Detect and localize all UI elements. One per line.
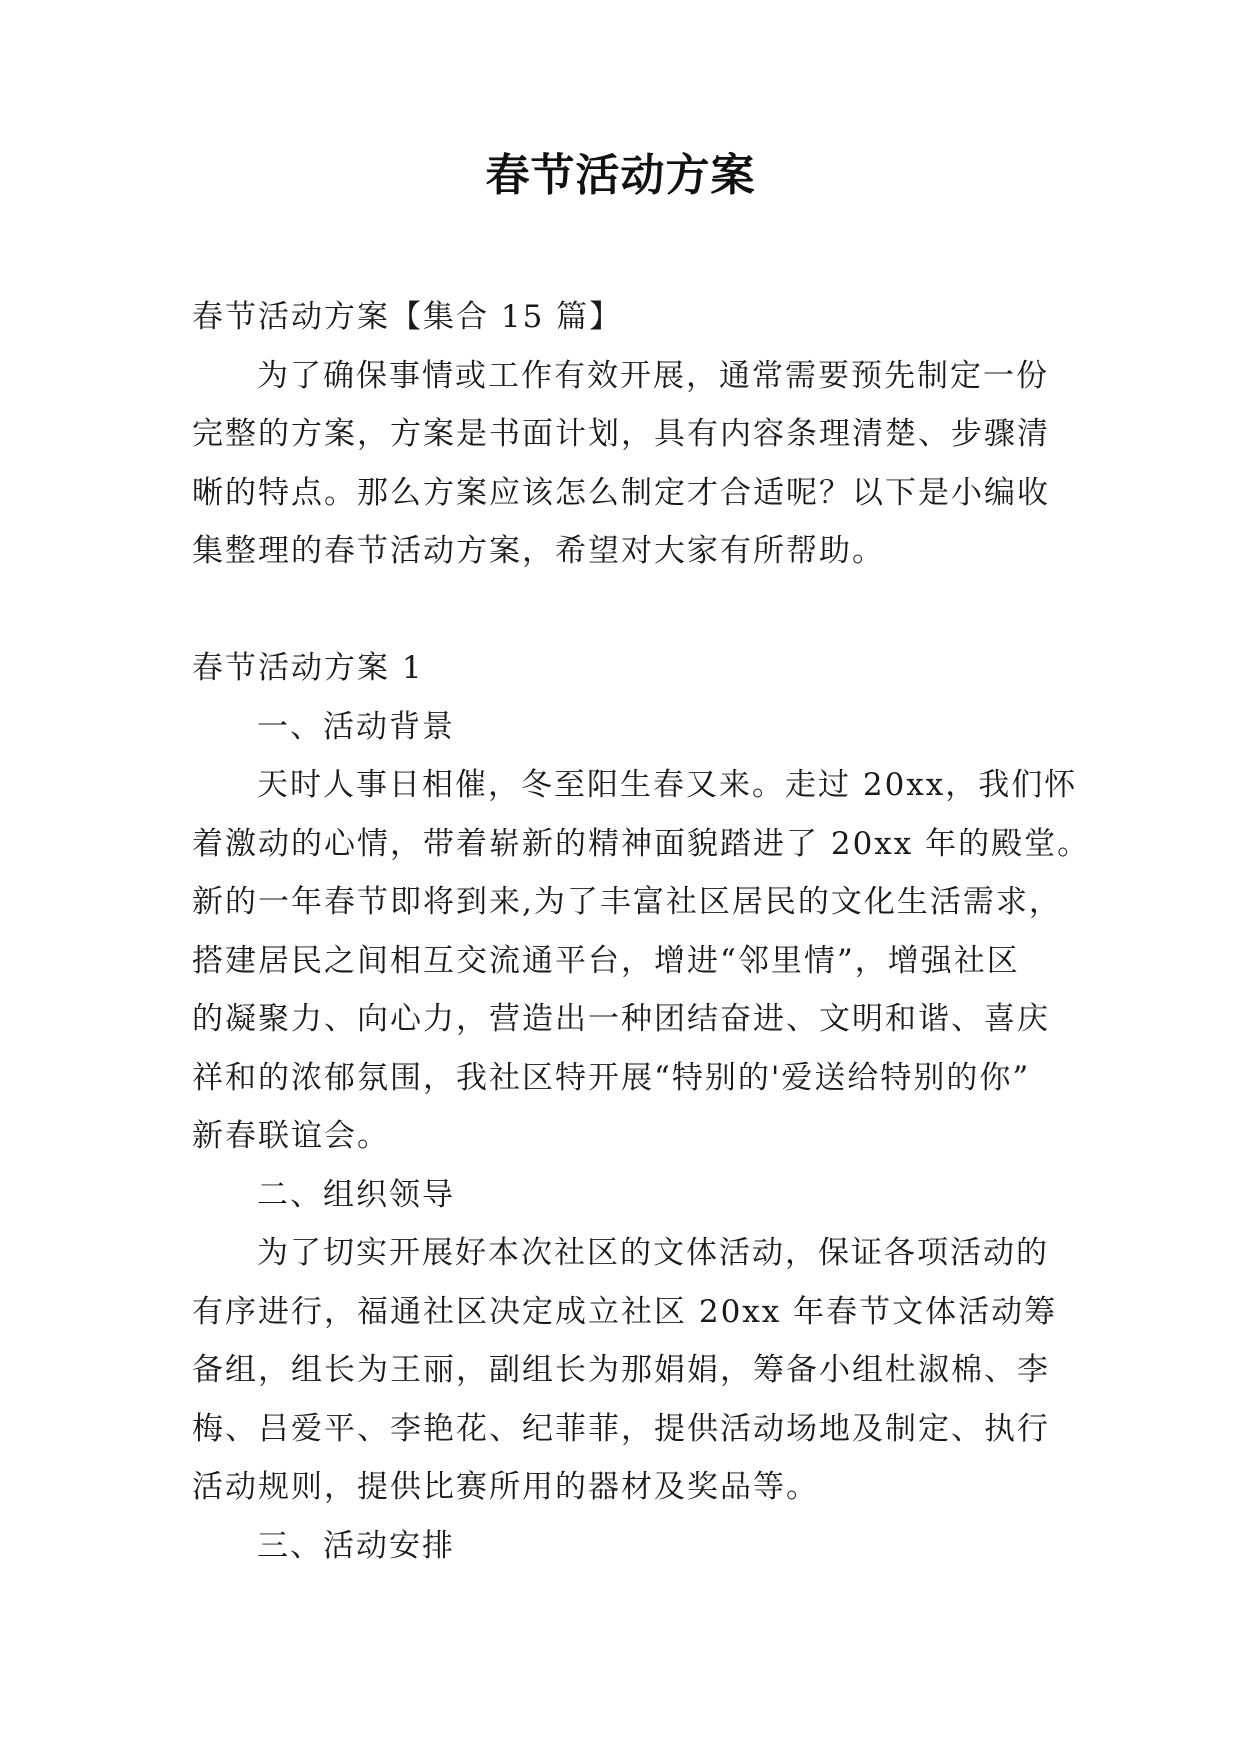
intro-line: 为了确保事情或工作有效开展，通常需要预先制定一份 <box>257 357 1049 394</box>
part-heading: 二、组织领导 <box>257 1176 455 1213</box>
intro-line: 集整理的春节活动方案，希望对大家有所帮助。 <box>192 533 885 569</box>
paragraph-line: 新的一年春节即将到来,为了丰富社区居民的文化生活需求， <box>192 884 1062 920</box>
paragraph-line: 有序进行，福通社区决定成立社区 20xx 年春节文体活动筹 <box>192 1293 1058 1330</box>
intro-heading: 春节活动方案【集合 15 篇】 <box>192 299 623 335</box>
paragraph-line: 备组，组长为王丽，副组长为那娟娟，筹备小组杜淑棉、李 <box>192 1352 1050 1388</box>
part-heading: 三、活动安排 <box>257 1527 455 1564</box>
intro-line: 完整的方案，方案是书面计划，具有内容条理清楚、步骤清 <box>192 416 1050 452</box>
paragraph-line: 梅、吕爱平、李艳花、纪菲菲，提供活动场地及制定、执行 <box>192 1410 1050 1447</box>
paragraph-line: 祥和的浓郁氛围，我社区特开展“特别的'爱送给特别的你” <box>192 1059 1031 1096</box>
part-heading: 一、活动背景 <box>257 708 455 745</box>
paragraph-line: 新春联谊会。 <box>192 1118 390 1154</box>
document-title: 春节活动方案 <box>485 150 756 201</box>
paragraph-line: 的凝聚力、向心力，营造出一种团结奋进、文明和谐、喜庆 <box>192 1001 1050 1037</box>
paragraph-line: 天时人事日相催，冬至阳生春又来。走过 20xx，我们怀 <box>257 767 1078 803</box>
document-body <box>192 288 1091 1575</box>
paragraph-line: 为了切实开展好本次社区的文体活动，保证各项活动的 <box>257 1235 1049 1271</box>
paragraph-line: 活动规则，提供比赛所用的器材及奖品等。 <box>192 1469 819 1505</box>
paragraph-line: 搭建居民之间相互交流通平台，增进“邻里情”，增强社区 <box>192 942 1020 979</box>
intro-line: 晰的特点。那么方案应该怎么制定才合适呢？以下是小编收 <box>192 474 1050 511</box>
section-heading: 春节活动方案 1 <box>192 650 424 686</box>
paragraph-spacer <box>192 581 1052 640</box>
paragraph-line: 着激动的心情，带着崭新的精神面貌踏进了 20xx 年的殿堂。 <box>192 825 1091 862</box>
